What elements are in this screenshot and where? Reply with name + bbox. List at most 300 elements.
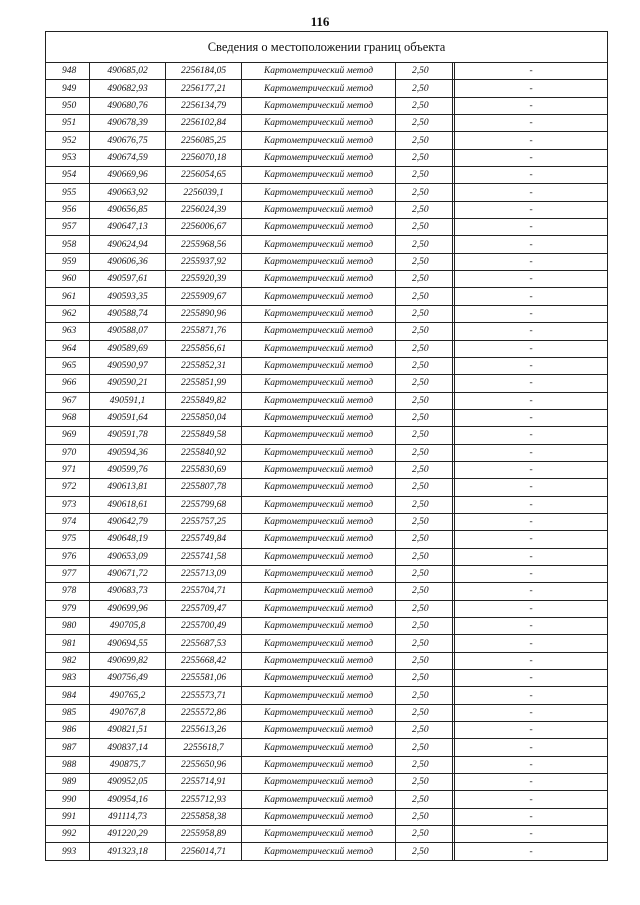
point-number-cell: 965 [46,357,90,374]
table-title: Сведения о местоположении границ объекта [46,32,608,63]
accuracy-cell: 2,50 [396,375,453,392]
y-coordinate-cell: 2256024,39 [166,201,242,218]
method-cell: Картометрический метод [242,288,396,305]
method-cell: Картометрический метод [242,652,396,669]
table-row [46,409,608,426]
accuracy-cell: 2,50 [396,427,453,444]
note-cell: - [455,97,608,114]
note-cell: - [455,409,608,426]
method-cell: Картометрический метод [242,219,396,236]
note-cell: - [455,531,608,548]
method-cell: Картометрический метод [242,739,396,756]
x-coordinate-cell: 490588,07 [90,323,166,340]
table-row [46,687,608,704]
x-coordinate-cell: 490613,81 [90,479,166,496]
point-number-cell: 961 [46,288,90,305]
point-number-cell: 968 [46,409,90,426]
y-coordinate-cell: 2256102,84 [166,115,242,132]
x-coordinate-cell: 490594,36 [90,444,166,461]
y-coordinate-cell: 2255851,99 [166,375,242,392]
note-cell: - [455,392,608,409]
point-number-cell: 973 [46,496,90,513]
point-number-cell: 987 [46,739,90,756]
method-cell: Картометрический метод [242,791,396,808]
method-cell: Картометрический метод [242,548,396,565]
x-coordinate-cell: 490674,59 [90,149,166,166]
method-cell: Картометрический метод [242,513,396,530]
point-number-cell: 963 [46,323,90,340]
table-row [46,323,608,340]
point-number-cell: 977 [46,565,90,582]
accuracy-cell: 2,50 [396,618,453,635]
point-number-cell: 981 [46,635,90,652]
accuracy-cell: 2,50 [396,479,453,496]
note-cell: - [455,236,608,253]
note-cell: - [455,826,608,843]
y-coordinate-cell: 2256177,21 [166,80,242,97]
accuracy-cell: 2,50 [396,704,453,721]
table-row [46,756,608,773]
table-row [46,271,608,288]
x-coordinate-cell: 490618,61 [90,496,166,513]
table-row [46,375,608,392]
accuracy-cell: 2,50 [396,461,453,478]
note-cell: - [455,461,608,478]
point-number-cell: 979 [46,600,90,617]
table-row [46,184,608,201]
note-cell: - [455,375,608,392]
accuracy-cell: 2,50 [396,652,453,669]
table-row [46,63,608,80]
accuracy-cell: 2,50 [396,635,453,652]
table-row [46,97,608,114]
note-cell: - [455,791,608,808]
point-number-cell: 949 [46,80,90,97]
x-coordinate-cell: 490590,21 [90,375,166,392]
y-coordinate-cell: 2255704,71 [166,583,242,600]
note-cell: - [455,63,608,80]
table-row [46,444,608,461]
x-coordinate-cell: 490591,1 [90,392,166,409]
table-row [46,774,608,791]
table-row [46,149,608,166]
method-cell: Картометрический метод [242,271,396,288]
point-number-cell: 983 [46,670,90,687]
x-coordinate-cell: 490589,69 [90,340,166,357]
x-coordinate-cell: 491220,29 [90,826,166,843]
accuracy-cell: 2,50 [396,843,453,860]
method-cell: Картометрический метод [242,427,396,444]
table-row [46,305,608,322]
note-cell: - [455,305,608,322]
accuracy-cell: 2,50 [396,115,453,132]
table-row [46,843,608,860]
y-coordinate-cell: 2256039,1 [166,184,242,201]
point-number-cell: 966 [46,375,90,392]
note-cell: - [455,115,608,132]
table-row [46,652,608,669]
table-row [46,357,608,374]
method-cell: Картометрический метод [242,149,396,166]
y-coordinate-cell: 2255573,71 [166,687,242,704]
point-number-cell: 951 [46,115,90,132]
table-row [46,704,608,721]
y-coordinate-cell: 2255807,78 [166,479,242,496]
y-coordinate-cell: 2255871,76 [166,323,242,340]
y-coordinate-cell: 2255749,84 [166,531,242,548]
method-cell: Картометрический метод [242,774,396,791]
point-number-cell: 975 [46,531,90,548]
note-cell: - [455,219,608,236]
y-coordinate-cell: 2256085,25 [166,132,242,149]
method-cell: Картометрический метод [242,236,396,253]
point-number-cell: 986 [46,722,90,739]
method-cell: Картометрический метод [242,687,396,704]
y-coordinate-cell: 2255757,25 [166,513,242,530]
y-coordinate-cell: 2255849,58 [166,427,242,444]
note-cell: - [455,340,608,357]
method-cell: Картометрический метод [242,722,396,739]
table-row [46,635,608,652]
note-cell: - [455,583,608,600]
x-coordinate-cell: 490699,82 [90,652,166,669]
accuracy-cell: 2,50 [396,97,453,114]
y-coordinate-cell: 2255713,09 [166,565,242,582]
accuracy-cell: 2,50 [396,739,453,756]
note-cell: - [455,80,608,97]
y-coordinate-cell: 2255909,67 [166,288,242,305]
accuracy-cell: 2,50 [396,149,453,166]
note-cell: - [455,704,608,721]
accuracy-cell: 2,50 [396,687,453,704]
accuracy-cell: 2,50 [396,305,453,322]
point-number-cell: 982 [46,652,90,669]
note-cell: - [455,149,608,166]
accuracy-cell: 2,50 [396,340,453,357]
point-number-cell: 964 [46,340,90,357]
x-coordinate-cell: 490588,74 [90,305,166,322]
method-cell: Картометрический метод [242,704,396,721]
accuracy-cell: 2,50 [396,513,453,530]
y-coordinate-cell: 2256006,67 [166,219,242,236]
y-coordinate-cell: 2255958,89 [166,826,242,843]
method-cell: Картометрический метод [242,670,396,687]
accuracy-cell: 2,50 [396,531,453,548]
note-cell: - [455,618,608,635]
accuracy-cell: 2,50 [396,774,453,791]
method-cell: Картометрический метод [242,756,396,773]
method-cell: Картометрический метод [242,843,396,860]
accuracy-cell: 2,50 [396,80,453,97]
x-coordinate-cell: 490705,8 [90,618,166,635]
accuracy-cell: 2,50 [396,756,453,773]
point-number-cell: 967 [46,392,90,409]
x-coordinate-cell: 490875,7 [90,756,166,773]
accuracy-cell: 2,50 [396,392,453,409]
point-number-cell: 984 [46,687,90,704]
point-number-cell: 953 [46,149,90,166]
point-number-cell: 970 [46,444,90,461]
accuracy-cell: 2,50 [396,548,453,565]
y-coordinate-cell: 2255700,49 [166,618,242,635]
note-cell: - [455,201,608,218]
note-cell: - [455,357,608,374]
x-coordinate-cell: 490653,09 [90,548,166,565]
point-number-cell: 948 [46,63,90,80]
method-cell: Картометрический метод [242,323,396,340]
point-number-cell: 959 [46,253,90,270]
method-cell: Картометрический метод [242,635,396,652]
x-coordinate-cell: 491323,18 [90,843,166,860]
x-coordinate-cell: 490682,93 [90,80,166,97]
point-number-cell: 960 [46,271,90,288]
x-coordinate-cell: 490699,96 [90,600,166,617]
x-coordinate-cell: 490606,36 [90,253,166,270]
note-cell: - [455,635,608,652]
y-coordinate-cell: 2255890,96 [166,305,242,322]
table-row [46,496,608,513]
y-coordinate-cell: 2255618,7 [166,739,242,756]
accuracy-cell: 2,50 [396,600,453,617]
table-row [46,808,608,825]
point-number-cell: 976 [46,548,90,565]
accuracy-cell: 2,50 [396,357,453,374]
x-coordinate-cell: 490656,85 [90,201,166,218]
x-coordinate-cell: 490685,02 [90,63,166,80]
method-cell: Картометрический метод [242,201,396,218]
y-coordinate-cell: 2255852,31 [166,357,242,374]
point-number-cell: 957 [46,219,90,236]
y-coordinate-cell: 2255650,96 [166,756,242,773]
point-number-cell: 972 [46,479,90,496]
x-coordinate-cell: 490954,16 [90,791,166,808]
table-row [46,513,608,530]
point-number-cell: 962 [46,305,90,322]
method-cell: Картометрический метод [242,80,396,97]
point-number-cell: 955 [46,184,90,201]
method-cell: Картометрический метод [242,444,396,461]
x-coordinate-cell: 490590,97 [90,357,166,374]
note-cell: - [455,670,608,687]
y-coordinate-cell: 2255712,93 [166,791,242,808]
y-coordinate-cell: 2255840,92 [166,444,242,461]
point-number-cell: 985 [46,704,90,721]
table-row [46,565,608,582]
point-number-cell: 980 [46,618,90,635]
method-cell: Картометрический метод [242,531,396,548]
method-cell: Картометрический метод [242,600,396,617]
accuracy-cell: 2,50 [396,670,453,687]
method-cell: Картометрический метод [242,132,396,149]
table-row [46,531,608,548]
point-number-cell: 958 [46,236,90,253]
note-cell: - [455,548,608,565]
table-row [46,427,608,444]
x-coordinate-cell: 490756,49 [90,670,166,687]
accuracy-cell: 2,50 [396,826,453,843]
y-coordinate-cell: 2256134,79 [166,97,242,114]
x-coordinate-cell: 490642,79 [90,513,166,530]
accuracy-cell: 2,50 [396,808,453,825]
table-row [46,600,608,617]
table-row [46,461,608,478]
method-cell: Картометрический метод [242,357,396,374]
accuracy-cell: 2,50 [396,791,453,808]
table-row [46,236,608,253]
y-coordinate-cell: 2255968,56 [166,236,242,253]
method-cell: Картометрический метод [242,479,396,496]
note-cell: - [455,513,608,530]
table-row [46,479,608,496]
method-cell: Картометрический метод [242,340,396,357]
y-coordinate-cell: 2256184,05 [166,63,242,80]
table-row [46,548,608,565]
y-coordinate-cell: 2255581,06 [166,670,242,687]
point-number-cell: 991 [46,808,90,825]
table-row [46,670,608,687]
note-cell: - [455,444,608,461]
accuracy-cell: 2,50 [396,63,453,80]
method-cell: Картометрический метод [242,826,396,843]
accuracy-cell: 2,50 [396,236,453,253]
method-cell: Картометрический метод [242,63,396,80]
table-row [46,618,608,635]
note-cell: - [455,184,608,201]
x-coordinate-cell: 490683,73 [90,583,166,600]
point-number-cell: 971 [46,461,90,478]
x-coordinate-cell: 490678,39 [90,115,166,132]
x-coordinate-cell: 490821,51 [90,722,166,739]
y-coordinate-cell: 2256014,71 [166,843,242,860]
method-cell: Картометрический метод [242,583,396,600]
note-cell: - [455,496,608,513]
note-cell: - [455,843,608,860]
method-cell: Картометрический метод [242,409,396,426]
note-cell: - [455,808,608,825]
note-cell: - [455,756,608,773]
point-number-cell: 969 [46,427,90,444]
point-number-cell: 990 [46,791,90,808]
note-cell: - [455,600,608,617]
accuracy-cell: 2,50 [396,184,453,201]
y-coordinate-cell: 2255613,26 [166,722,242,739]
accuracy-cell: 2,50 [396,496,453,513]
method-cell: Картометрический метод [242,305,396,322]
table-row [46,722,608,739]
point-number-cell: 952 [46,132,90,149]
y-coordinate-cell: 2255937,92 [166,253,242,270]
x-coordinate-cell: 490591,64 [90,409,166,426]
y-coordinate-cell: 2255858,38 [166,808,242,825]
method-cell: Картометрический метод [242,115,396,132]
y-coordinate-cell: 2255687,53 [166,635,242,652]
y-coordinate-cell: 2255714,91 [166,774,242,791]
table-row [46,583,608,600]
accuracy-cell: 2,50 [396,271,453,288]
point-number-cell: 950 [46,97,90,114]
x-coordinate-cell: 490680,76 [90,97,166,114]
x-coordinate-cell: 491114,73 [90,808,166,825]
x-coordinate-cell: 490624,94 [90,236,166,253]
table-row [46,201,608,218]
y-coordinate-cell: 2255668,42 [166,652,242,669]
method-cell: Картометрический метод [242,618,396,635]
note-cell: - [455,565,608,582]
method-cell: Картометрический метод [242,253,396,270]
x-coordinate-cell: 490767,8 [90,704,166,721]
point-number-cell: 989 [46,774,90,791]
method-cell: Картометрический метод [242,97,396,114]
method-cell: Картометрический метод [242,565,396,582]
table-row [46,219,608,236]
y-coordinate-cell: 2256070,18 [166,149,242,166]
x-coordinate-cell: 490663,92 [90,184,166,201]
point-number-cell: 956 [46,201,90,218]
x-coordinate-cell: 490593,35 [90,288,166,305]
method-cell: Картометрический метод [242,808,396,825]
accuracy-cell: 2,50 [396,132,453,149]
accuracy-cell: 2,50 [396,323,453,340]
note-cell: - [455,479,608,496]
x-coordinate-cell: 490671,72 [90,565,166,582]
y-coordinate-cell: 2255830,69 [166,461,242,478]
y-coordinate-cell: 2255572,86 [166,704,242,721]
point-number-cell: 978 [46,583,90,600]
x-coordinate-cell: 490648,19 [90,531,166,548]
y-coordinate-cell: 2255709,47 [166,600,242,617]
note-cell: - [455,739,608,756]
point-number-cell: 993 [46,843,90,860]
method-cell: Картометрический метод [242,496,396,513]
table-row [46,288,608,305]
note-cell: - [455,132,608,149]
note-cell: - [455,687,608,704]
y-coordinate-cell: 2255849,82 [166,392,242,409]
y-coordinate-cell: 2255850,04 [166,409,242,426]
point-number-cell: 988 [46,756,90,773]
point-number-cell: 992 [46,826,90,843]
note-cell: - [455,271,608,288]
table-row [46,115,608,132]
accuracy-cell: 2,50 [396,409,453,426]
boundary-coordinates-table [45,31,608,861]
method-cell: Картометрический метод [242,375,396,392]
accuracy-cell: 2,50 [396,167,453,184]
accuracy-cell: 2,50 [396,444,453,461]
x-coordinate-cell: 490591,78 [90,427,166,444]
x-coordinate-cell: 490597,61 [90,271,166,288]
point-number-cell: 974 [46,513,90,530]
y-coordinate-cell: 2255799,68 [166,496,242,513]
page-number: 116 [310,14,330,29]
table-row [46,826,608,843]
accuracy-cell: 2,50 [396,253,453,270]
x-coordinate-cell: 490676,75 [90,132,166,149]
accuracy-cell: 2,50 [396,288,453,305]
x-coordinate-cell: 490837,14 [90,739,166,756]
table-row [46,340,608,357]
y-coordinate-cell: 2255920,39 [166,271,242,288]
x-coordinate-cell: 490669,96 [90,167,166,184]
table-row [46,80,608,97]
accuracy-cell: 2,50 [396,219,453,236]
method-cell: Картометрический метод [242,167,396,184]
x-coordinate-cell: 490647,13 [90,219,166,236]
table-row [46,791,608,808]
note-cell: - [455,253,608,270]
note-cell: - [455,427,608,444]
accuracy-cell: 2,50 [396,201,453,218]
